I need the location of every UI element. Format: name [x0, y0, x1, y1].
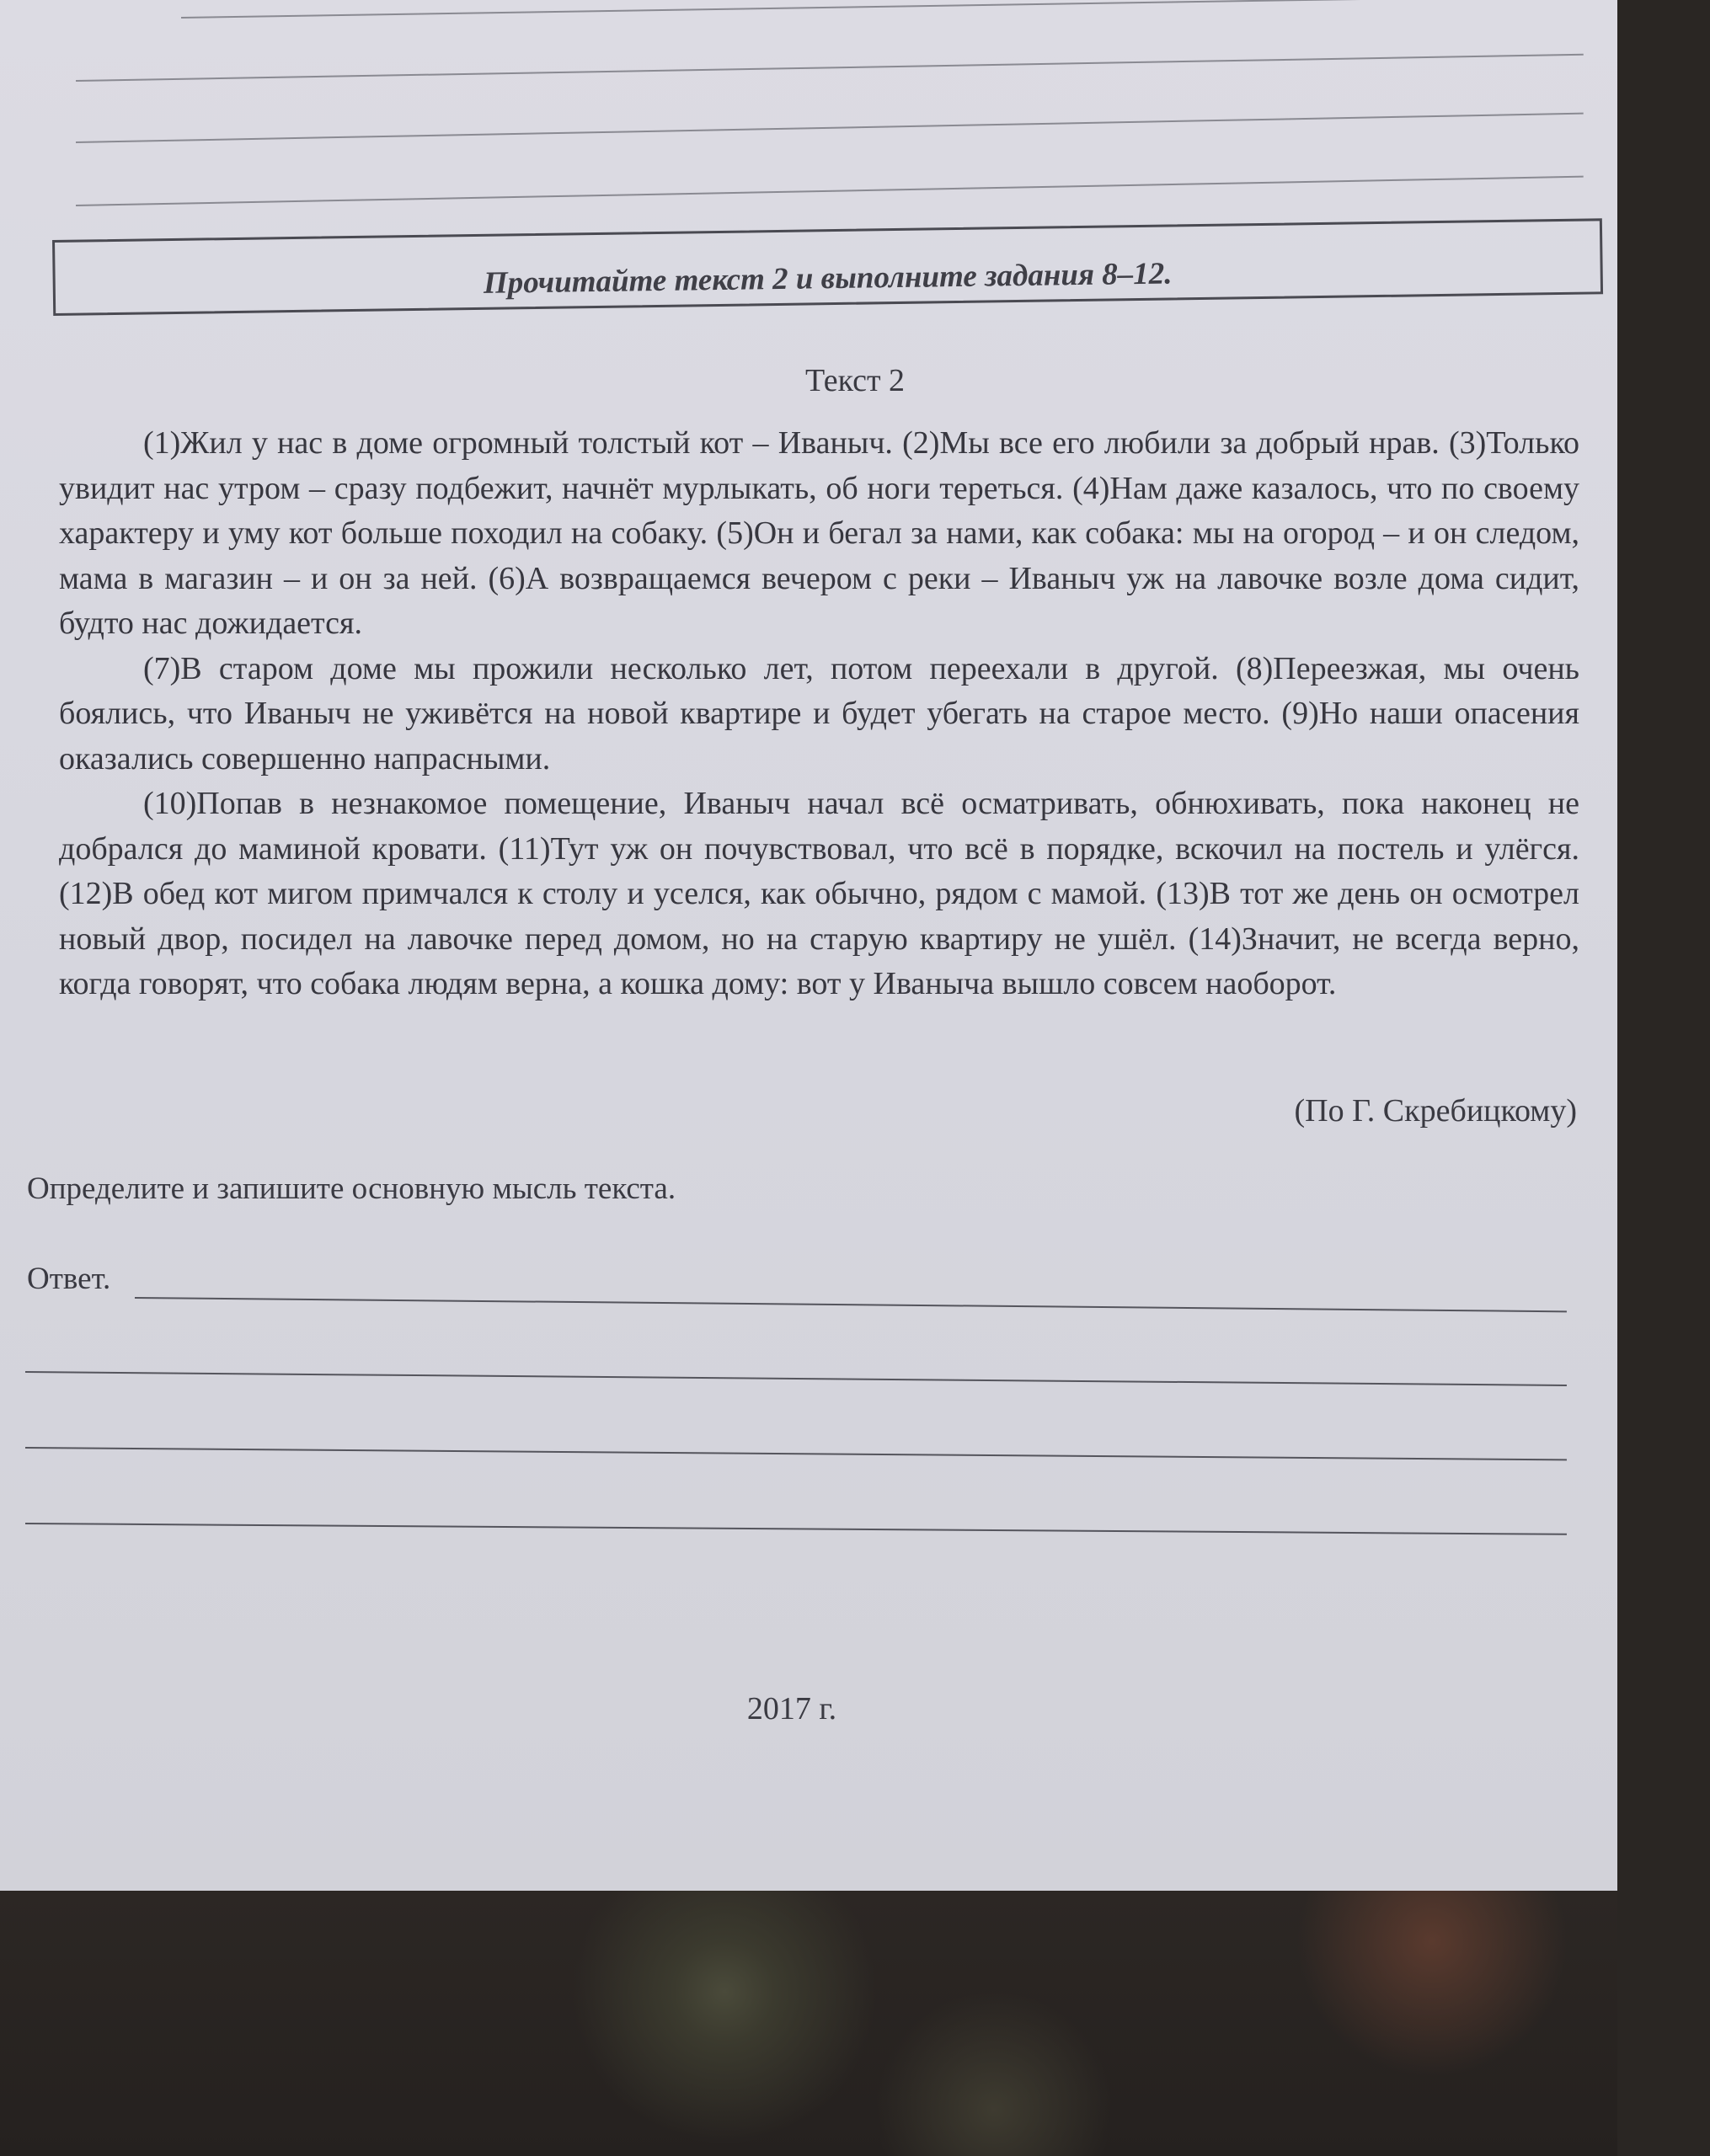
answer-line[interactable]	[25, 1447, 1567, 1460]
passage	[59, 421, 1579, 1007]
background-carpet	[0, 1891, 1617, 2156]
text-title: Текст 2	[804, 363, 906, 398]
answer-line[interactable]	[25, 1371, 1567, 1386]
top-answer-label	[80, 0, 162, 2]
top-answer-line	[76, 54, 1584, 82]
task-question: Определите и запишите основную мысль текста.	[27, 1171, 676, 1206]
passage-paragraph-3: (10)Попав в незнакомое помещение, Иваныч начал всё осматривать, обнюхивать, пока наконец не добрался до маминой кровати. (11)Тут уж он почувствовал, что всё в порядке, вскочил на постель и улёгся. (12)В обед кот мигом примчался к столу и уселся, как обычно, рядом с мамой. (13)В тот же день он осмотрел новый двор, посидел на лавочке перед домом, но на старую квартиру не ушёл. (14)Значит, не всегда верно, когда говорят, что собака людям верна, а кошка дому: вот у Иваныча вышло совсем наоборот.	[59, 786, 1579, 1001]
top-answer-line	[76, 176, 1584, 206]
answer-line[interactable]	[25, 1523, 1567, 1535]
instruction-text: Прочитайте текст 2 и выполните задания 8–12.	[483, 256, 1173, 301]
year-label: 2017 г.	[746, 1691, 837, 1726]
answer-label: Ответ.	[27, 1262, 111, 1296]
passage-paragraph-1: (1)Жил у нас в доме огромный толстый кот – Иваныч. (2)Мы все его любили за добрый нрав. (3)Только увидит нас утром – сразу подбежит, начнёт мурлыкать, об ноги тереться. (4)Нам даже казалось, что по своему характеру и уму кот больше походил на собаку. (5)Он и бегал за нами, как собака: мы на огород – и он следом, мама в магазин – и он за ней. (6)А возвращаемся вечером с реки – Иваныч уж на лавочке возле дома сидит, будто нас дожидается.	[59, 425, 1579, 641]
top-answer-line	[181, 0, 1571, 19]
source-attribution: (По Г. Скребицкому)	[1294, 1093, 1577, 1129]
answer-line[interactable]	[135, 1297, 1567, 1312]
instruction-box	[52, 218, 1603, 316]
passage-paragraph-2: (7)В старом доме мы прожили несколько лет, потом переехали в другой. (8)Переезжая, мы очень боялись, что Иваныч не уживётся на новой квартире и будет убегать на старое место. (9)Но наши опасения оказались совершенно напрасными.	[59, 650, 1579, 776]
top-answer-line	[76, 113, 1584, 143]
